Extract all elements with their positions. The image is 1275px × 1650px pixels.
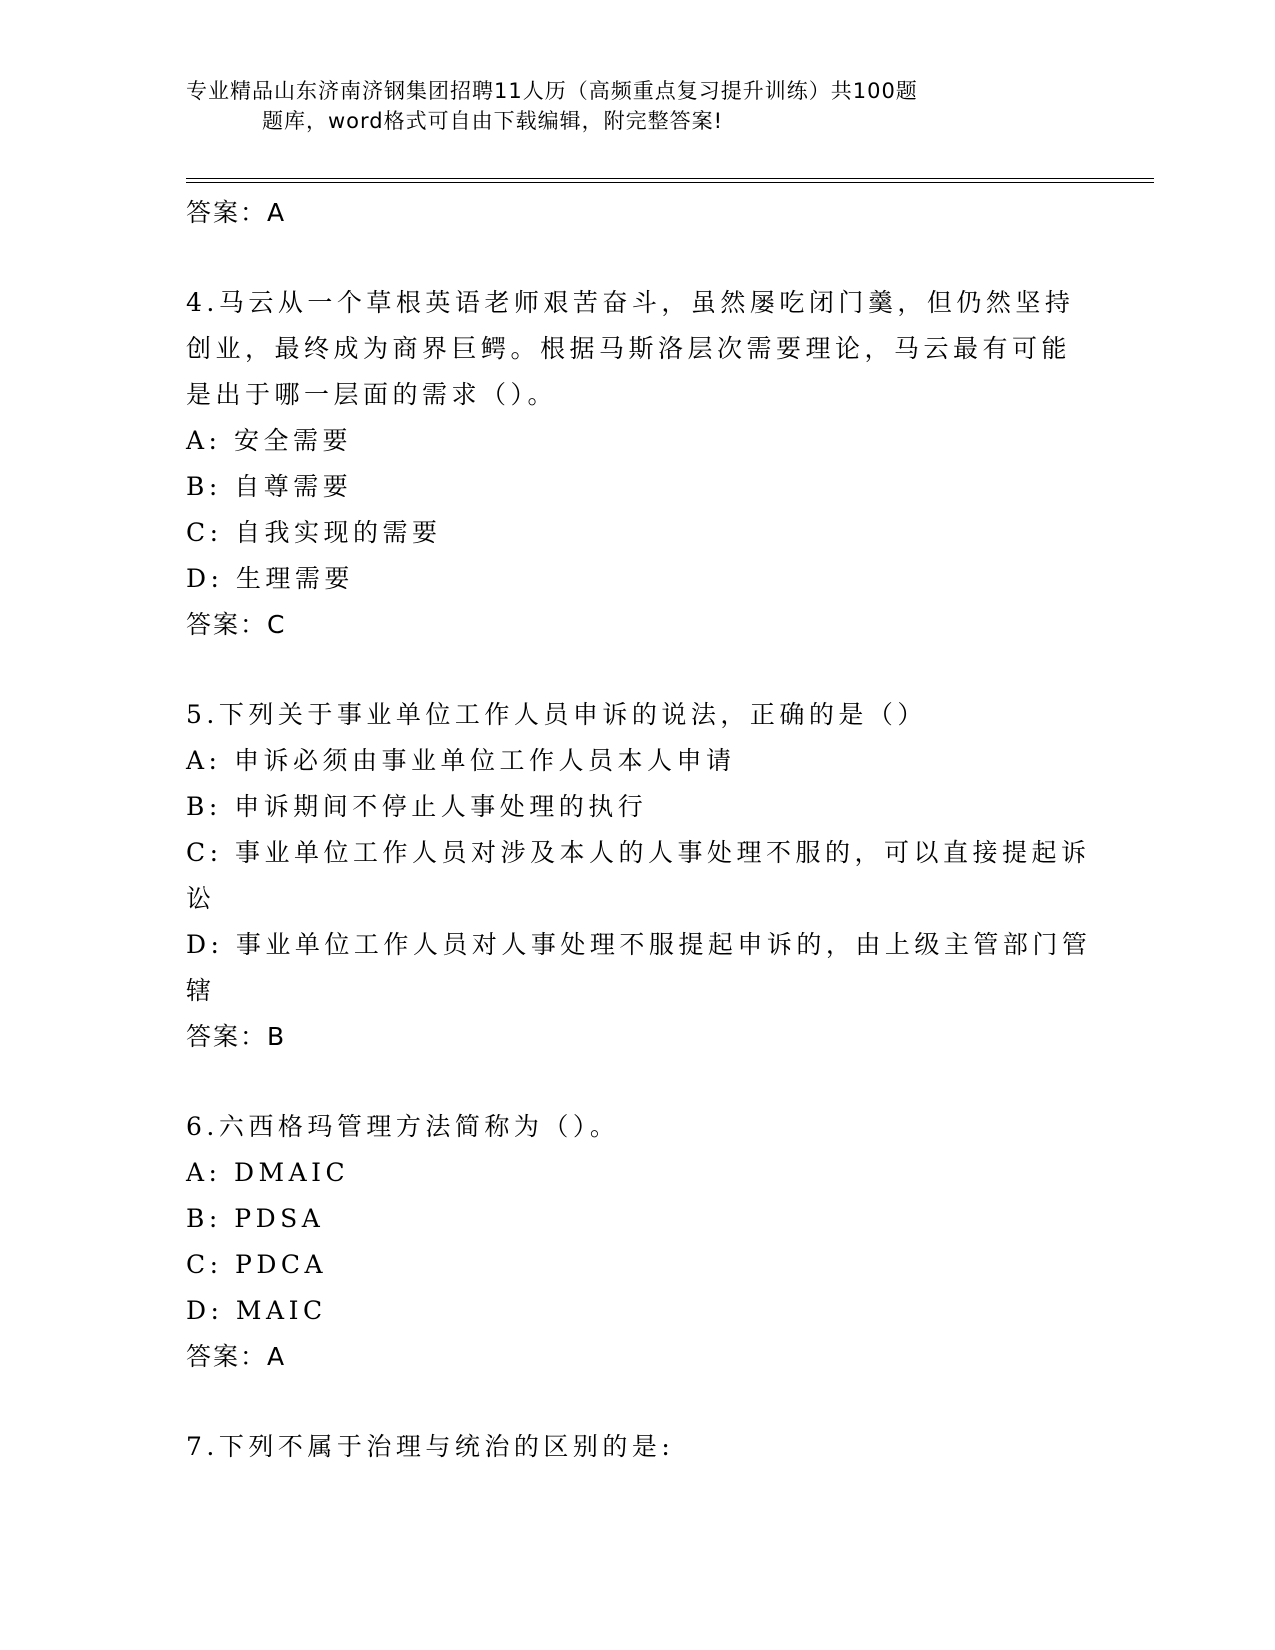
answer-option-continued [186,876,1086,922]
option-text: 申诉期间不停止人事处理的执行 [234,792,648,821]
answer-option [186,418,1086,464]
question-spacer [186,1380,1086,1424]
option-text: 自我实现的需要 [235,518,442,547]
option-text: 讼 [186,884,216,913]
question-spacer [186,648,1086,692]
option-text: 辖 [186,976,216,1005]
header-divider-top [186,178,1154,179]
option-text: 事业单位工作人员对人事处理不服提起申诉的，由上级主管部门管 [235,930,1092,959]
option-text: MAIC [235,1296,327,1325]
question-spacer [186,1060,1086,1104]
question-number: 4. [186,288,219,317]
option-label: A: [186,746,222,775]
option-label: B: [186,1204,222,1233]
question-stem [186,280,1086,326]
question-block [186,1104,1086,1380]
question-number: 7. [186,1432,219,1461]
document-body [186,190,1092,1470]
option-text: 事业单位工作人员对涉及本人的人事处理不服的，可以直接提起诉 [235,838,1091,867]
previous-answer: 答案：A [186,198,287,227]
document-header [186,76,1086,136]
header-title-line1: 专业精品山东济南济钢集团招聘11人历（高频重点复习提升训练）共100题 [186,79,918,103]
option-text: 申诉必须由事业单位工作人员本人申请 [233,746,736,775]
option-label: D: [186,1296,224,1325]
question-number: 5. [186,700,219,729]
question-stem [186,1424,1086,1470]
correct-answer: 答案：C [186,610,287,639]
question-text: 创业，最终成为商界巨鳄。根据马斯洛层次需要理论，马云最有可能 [186,334,1072,363]
option-text: PDSA [234,1204,325,1233]
answer-option-continued [186,968,1086,1014]
question-text: 下列关于事业单位工作人员申诉的说法，正确的是（） [218,700,927,729]
question-stem-continued [186,372,1086,418]
answer-option [186,922,1092,968]
question-stem [186,1104,1086,1150]
question-text: 六西格玛管理方法简称为（）。 [218,1112,620,1141]
answer-option [186,1196,1086,1242]
question-text: 下列不属于治理与统治的区别的是: [218,1432,675,1461]
answer-option [186,784,1086,830]
option-label: A: [186,426,222,455]
option-label: D: [186,930,224,959]
answer-option [186,830,1091,876]
answer-option [186,1242,1086,1288]
option-label: C: [186,838,223,867]
answer-option [186,464,1086,510]
header-divider-bottom [186,182,1154,183]
question-list [186,236,1092,1470]
question-text: 是出于哪一层面的需求（）。 [186,380,558,409]
answer-option [186,738,1086,784]
question-stem-continued [186,326,1086,372]
option-label: B: [186,792,222,821]
answer-option [186,556,1086,602]
question-block [186,692,1092,1060]
question-block [186,280,1086,648]
option-label: A: [186,1158,222,1187]
option-text: 生理需要 [235,564,354,593]
option-label: B: [186,472,222,501]
option-text: 安全需要 [233,426,352,455]
option-text: DMAIC [233,1158,350,1187]
answer-option [186,510,1086,556]
question-number: 6. [186,1112,219,1141]
option-text: 自尊需要 [234,472,353,501]
option-label: C: [186,1250,223,1279]
option-label: D: [186,564,224,593]
option-text: PDCA [235,1250,328,1279]
question-block [186,1424,1086,1470]
answer-option [186,1288,1086,1334]
question-spacer [186,236,1086,280]
question-text: 马云从一个草根英语老师艰苦奋斗，虽然屡吃闭门羹，但仍然坚持 [218,288,1075,317]
answer-option [186,1150,1086,1196]
correct-answer: 答案：A [186,1342,287,1371]
question-stem [186,692,1086,738]
correct-answer: 答案：B [186,1022,287,1051]
header-title-line2: 题库，word格式可自由下载编辑，附完整答案! [262,109,724,133]
option-label: C: [186,518,223,547]
